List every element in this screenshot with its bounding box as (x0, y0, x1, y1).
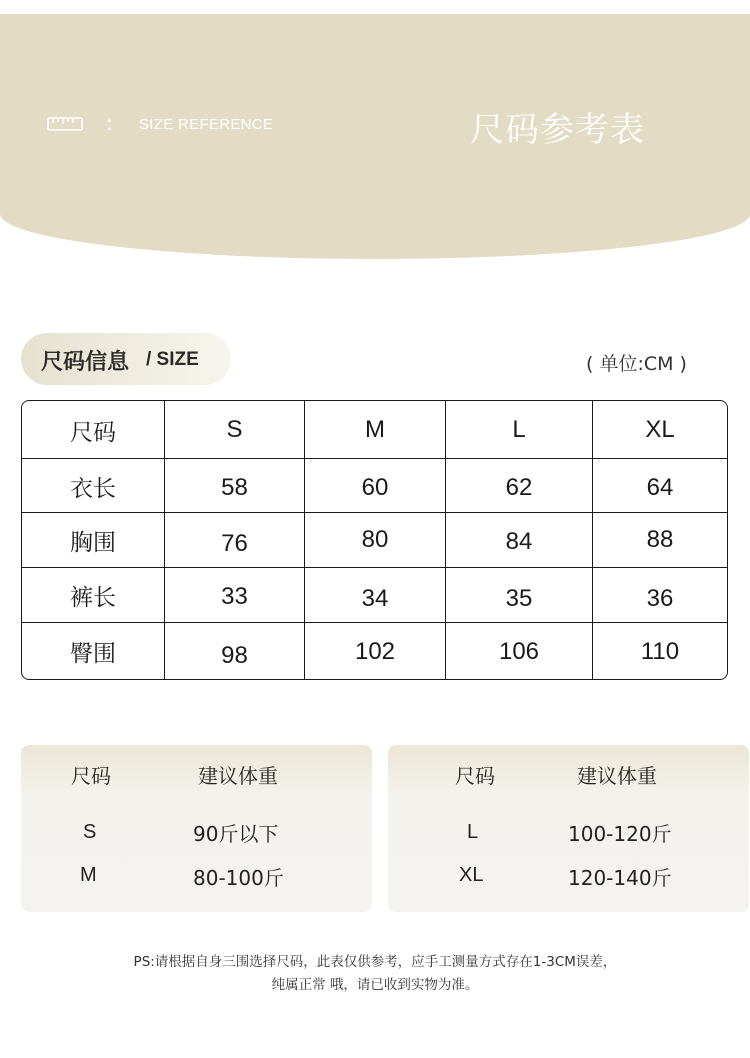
row-label: 臀围 (22, 623, 165, 680)
unit-label: ( 单位:CM ) (586, 353, 687, 375)
size-reference-label: SIZE REFERENCE (139, 116, 274, 133)
table-row (22, 623, 727, 680)
footnote-line-1: PS:请根据自身三围选择尺码，此表仅供参考，应手工测量方式存在1-3CM误差， (133, 954, 617, 970)
table-header-row (22, 401, 727, 459)
table-cell: 60 (305, 459, 446, 513)
card-weight-value: 80-100斤 (193, 866, 284, 890)
table-cell: 33 (165, 568, 305, 622)
table-cell: 110 (640, 637, 680, 665)
card-size-value: S (83, 821, 97, 843)
card-size-value: M (80, 864, 97, 886)
card-weight-value: 100-120斤 (568, 822, 672, 846)
row-label: 裤长 (22, 568, 165, 622)
weight-card-right (388, 745, 749, 912)
table-cell: 98 (165, 623, 305, 680)
table-cell: 106 (446, 623, 593, 680)
row-label: 胸围 (22, 513, 165, 567)
table-cell: 102 (305, 623, 446, 680)
header-colon: : (106, 111, 113, 135)
section-title: 尺码信息 (41, 350, 130, 375)
table-cell: 58 (165, 459, 305, 513)
page-title: 尺码参考表 (470, 110, 645, 150)
weight-card-left (21, 745, 372, 912)
table-row (22, 459, 727, 513)
card-size-value: XL (459, 864, 484, 886)
table-cell: 64 (646, 474, 674, 501)
table-cell: 36 (646, 585, 674, 612)
table-cell: 62 (446, 459, 593, 513)
card-weight-value: 120-140斤 (568, 866, 672, 890)
table-cell: 34 (305, 568, 446, 622)
card-header-size: 尺码 (455, 764, 495, 788)
card-weight-value: 90斤以下 (193, 822, 279, 846)
row-label: 衣长 (22, 459, 165, 513)
footnote-line-2: 纯属正常 哦，请已收到实物为准。 (271, 977, 479, 993)
table-header-cell: M (305, 401, 446, 459)
table-row (22, 568, 727, 622)
table-cell: 76 (165, 513, 305, 567)
table-header-cell: L (446, 401, 593, 459)
table-cell: 35 (446, 568, 593, 622)
table-header-cell: S (165, 401, 305, 459)
table-cell: 80 (305, 513, 446, 567)
table-row (22, 513, 727, 567)
table-cell: 88 (646, 526, 674, 553)
card-header-size: 尺码 (71, 764, 111, 788)
card-size-value: L (467, 821, 479, 843)
card-header-weight: 建议体重 (198, 764, 278, 788)
section-subtitle: / SIZE (146, 349, 199, 370)
size-table (21, 400, 728, 680)
card-header-weight: 建议体重 (577, 764, 657, 788)
table-cell: 84 (446, 513, 593, 567)
ruler-icon (47, 117, 83, 131)
table-header-cell: 尺码 (22, 401, 165, 459)
table-header-cell: XL (645, 416, 675, 443)
